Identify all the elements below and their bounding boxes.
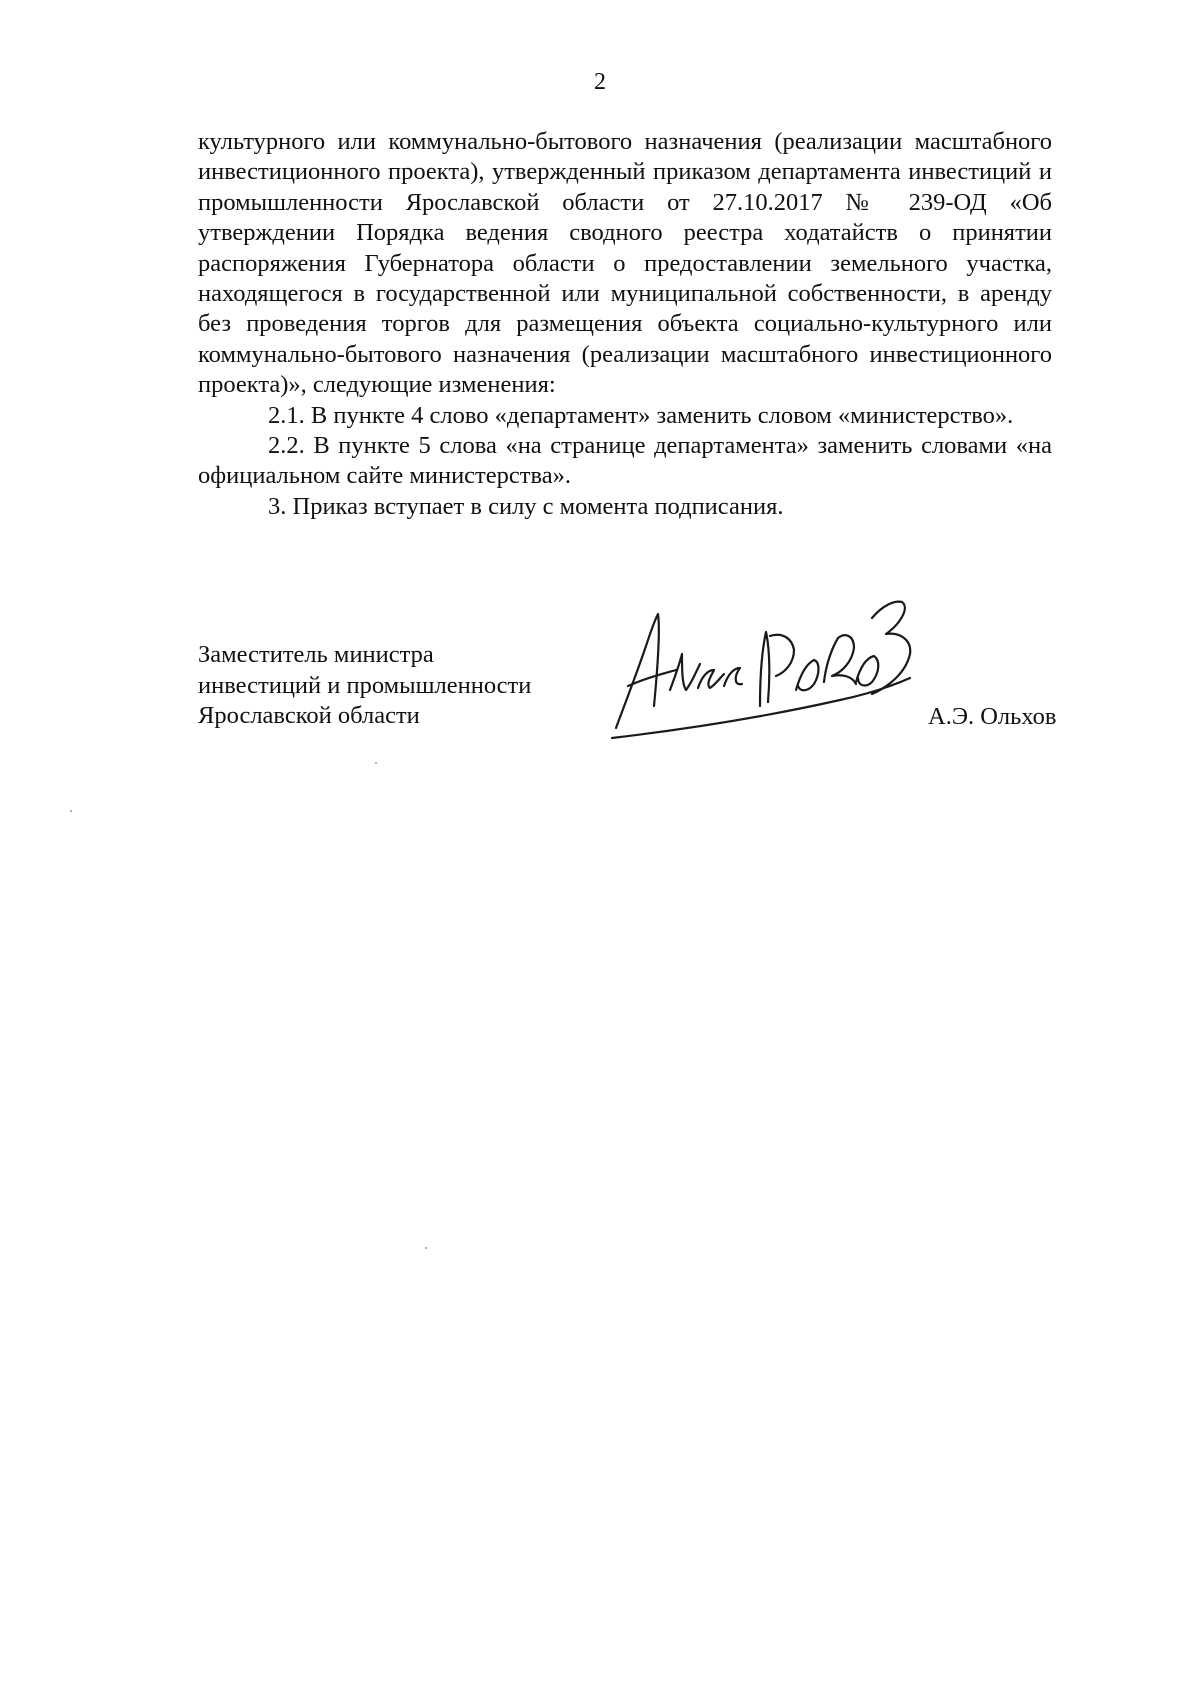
handwritten-signature <box>610 578 920 743</box>
scan-speck <box>70 810 72 812</box>
signer-name: А.Э. Ольхов <box>928 703 1057 730</box>
page-number: 2 <box>594 69 606 95</box>
paragraph-item-2-2: 2.2. В пункте 5 слова «на странице департамента» заменить словами «на официальном сайте министерства». <box>198 432 1052 490</box>
paragraph-item-2-1: 2.1. В пункте 4 слово «департамент» заменить словом «министерство». <box>268 401 1014 429</box>
document-body <box>198 127 1052 522</box>
scan-speck <box>375 762 377 764</box>
signer-title-line-2: инвестиций и промышленности <box>198 671 532 699</box>
paragraph-amendment-intro: культурного или коммунально-бытового назначения (реализации масштабного инвестиционного проекта), утвержденный приказом департамента инвестиций и промышленности Ярославской области от 27.10.2017 № 239-ОД «Об утверждении Порядка ведения сводного реестра ходатайств о принятии распоряжения Губернатора области о предоставлении земельного участка, находящегося в государственной или муниципальной собственности, в аренду без проведения торгов для размещения объекта социально-культурного или коммунально-бытового назначения (реализации масштабного инвестиционного проекта)», следующие изменения: <box>198 128 1052 399</box>
signature-block <box>198 640 1098 770</box>
paragraph-item-3: 3. Приказ вступает в силу с момента подписания. <box>268 492 784 520</box>
signer-title-line-1: Заместитель министра <box>198 641 434 668</box>
signer-title <box>198 640 531 732</box>
signer-title-line-3: Ярославской области <box>198 702 420 729</box>
scan-speck <box>425 1247 427 1249</box>
